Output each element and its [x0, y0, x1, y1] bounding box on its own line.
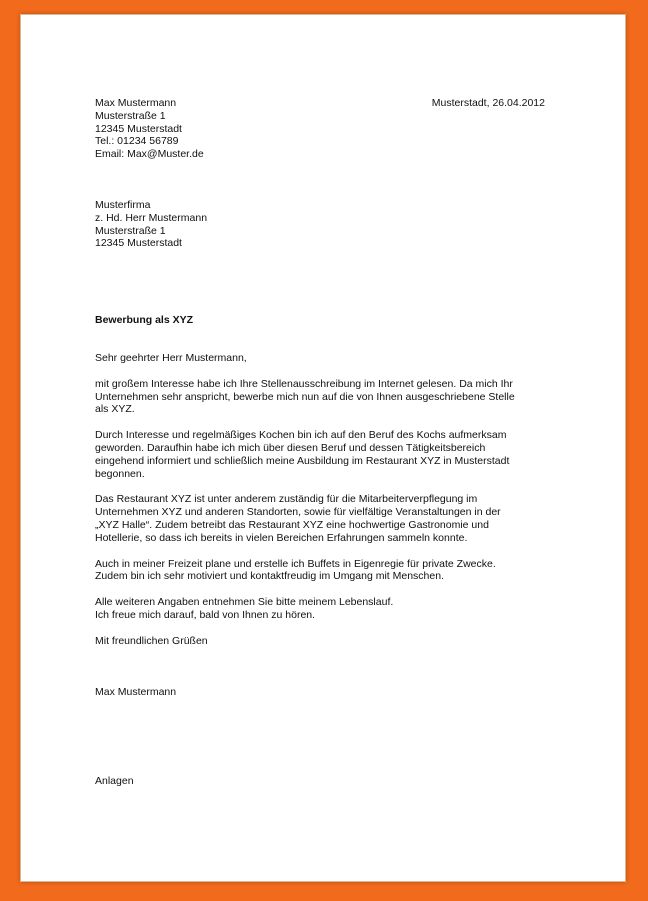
paragraph-line: Alle weiteren Angaben entnehmen Sie bitte meinem Lebenslauf.: [95, 596, 394, 609]
body-paragraph: [95, 493, 545, 544]
paragraph-line: als XYZ.: [95, 403, 135, 416]
body-paragraph: [95, 596, 545, 622]
sender-email: Email: Max@Muster.de: [95, 148, 204, 161]
letter-signature: Max Mustermann: [95, 685, 177, 698]
letter-page: [20, 14, 626, 882]
paragraph-line: begonnen.: [95, 467, 145, 480]
letter-attachments: Anlagen: [95, 775, 134, 788]
sender-city: 12345 Musterstadt: [95, 122, 182, 135]
sender-name: Max Mustermann: [95, 97, 177, 109]
recipient-address: [95, 199, 545, 250]
recipient-city: 12345 Musterstadt: [95, 237, 182, 250]
paragraph-line: „XYZ Halle“. Zudem betreibt das Restaurant XYZ eine hochwertige Gastronomie und: [95, 518, 489, 531]
body-paragraph: [95, 378, 545, 416]
paragraph-line: Unternehmen XYZ und anderen Standorten, sowie für vielfältige Veranstaltungen in der: [95, 506, 501, 519]
body-paragraph: [95, 429, 545, 480]
letter-subject: Bewerbung als XYZ: [95, 314, 194, 327]
letter-date: Musterstadt, 26.04.2012: [431, 97, 545, 109]
paragraph-line: mit großem Interesse habe ich Ihre Stellenausschreibung im Internet gelesen. Da mich Ihr: [95, 377, 513, 390]
letter-content: [95, 97, 545, 788]
sender-street: Musterstraße 1: [95, 109, 166, 122]
paragraph-line: Hotellerie, so dass ich bereits in vielen Bereichen Erfahrungen sammeln konnte.: [95, 531, 468, 544]
paragraph-line: geworden. Daraufhin habe ich mich über diesen Beruf und dessen Tätigkeitsbereich: [95, 441, 486, 454]
sender-phone: Tel.: 01234 56789: [95, 135, 179, 148]
paragraph-line: Durch Interesse und regelmäßiges Kochen bin ich auf den Beruf des Kochs aufmerksam: [95, 429, 507, 442]
letter-closing: Mit freundlichen Grüßen: [95, 634, 208, 647]
paragraph-line: Zudem bin ich sehr motiviert und kontaktfreudig im Umgang mit Menschen.: [95, 570, 444, 583]
paragraph-line: Ich freue mich darauf, bald von Ihnen zu hören.: [95, 608, 316, 621]
paragraph-line: Auch in meiner Freizeit plane und erstelle ich Buffets in Eigenregie für private Zwecke.: [95, 557, 496, 570]
body-paragraph: [95, 558, 545, 584]
letter-salutation: Sehr geehrter Herr Mustermann,: [95, 351, 247, 364]
recipient-company: Musterfirma: [95, 198, 151, 211]
recipient-contact: z. Hd. Herr Mustermann: [95, 211, 208, 224]
paragraph-line: Unternehmen sehr anspricht, bewerbe mich nun auf die von Ihnen ausgeschriebene Stelle: [95, 390, 515, 403]
paragraph-line: eingehend informiert und schließlich meine Ausbildung im Restaurant XYZ in Musterstadt: [95, 454, 510, 467]
paragraph-line: Das Restaurant XYZ ist unter anderem zuständig für die Mitarbeiterverpflegung im: [95, 493, 478, 506]
recipient-street: Musterstraße 1: [95, 224, 166, 237]
